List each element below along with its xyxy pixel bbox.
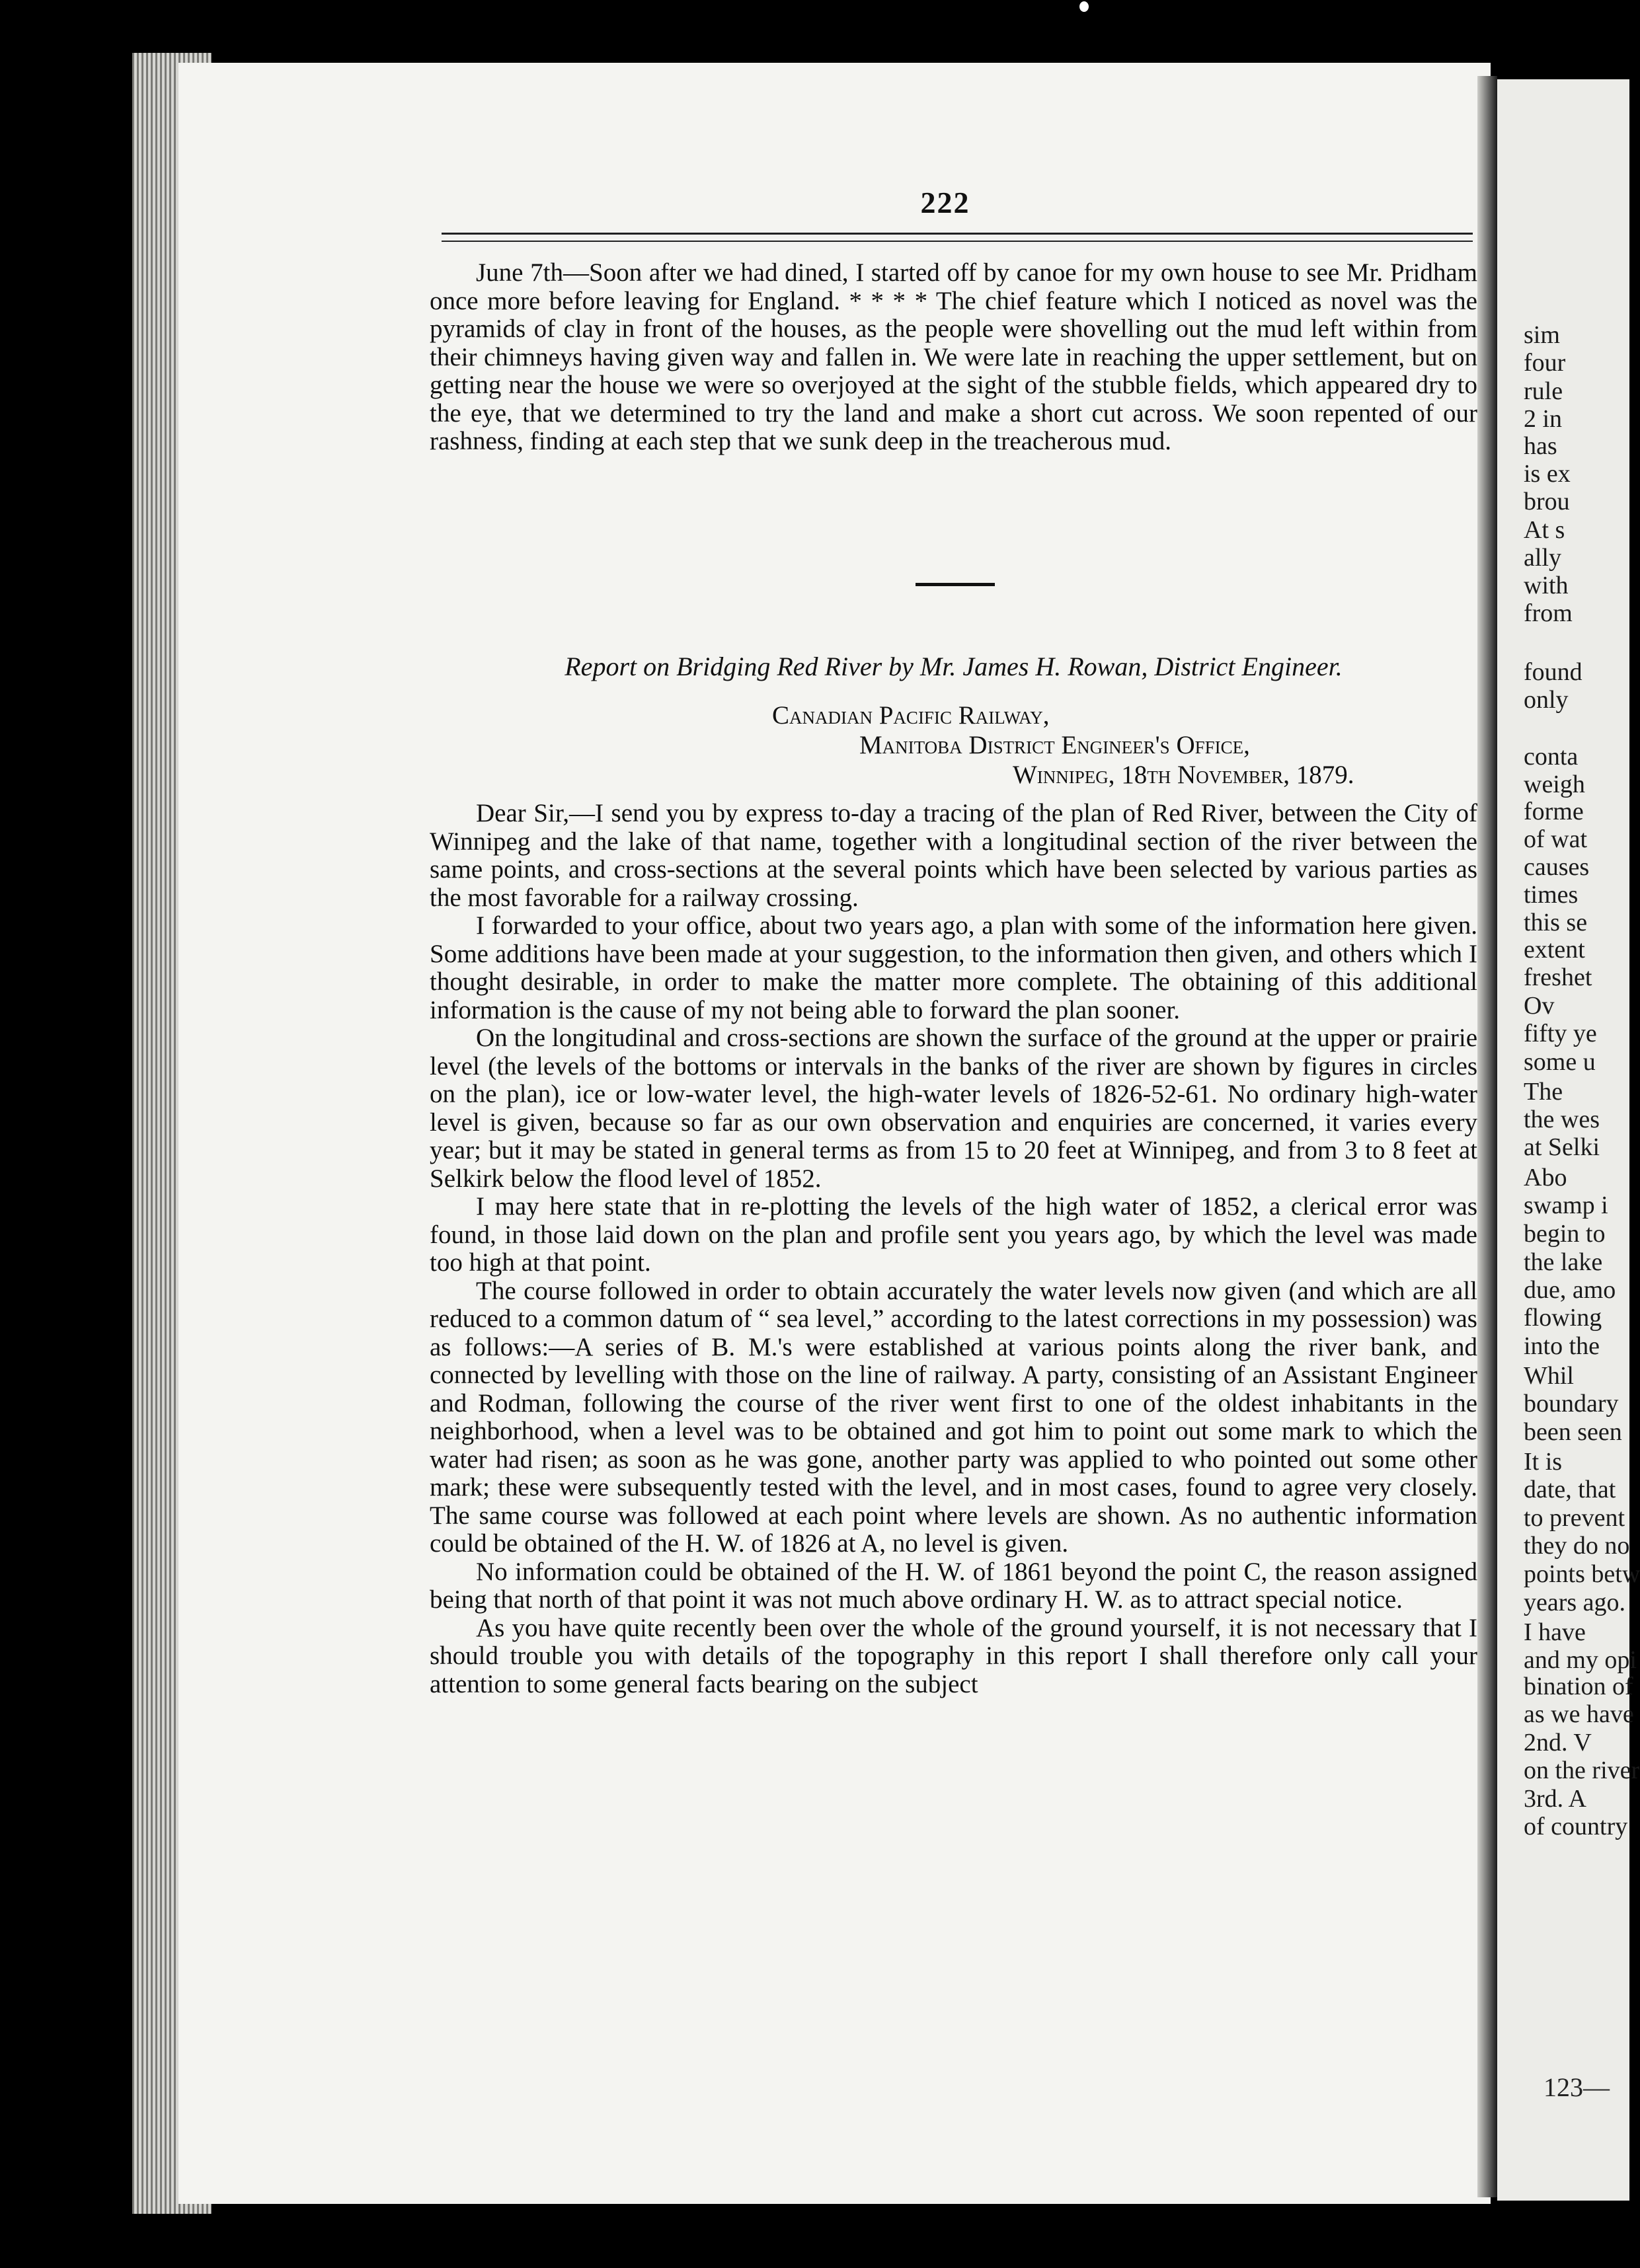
facing-page-line: the lake (1524, 1248, 1603, 1276)
facing-page-line: I have (1524, 1618, 1586, 1646)
report-title: Report on Bridging Red River by Mr. James H. Rowan, District Engineer. (565, 652, 1343, 681)
facing-page-line: flowing (1524, 1304, 1602, 1332)
facing-page-line: from (1524, 599, 1573, 627)
facing-page-line: Abo (1524, 1164, 1567, 1191)
facing-page-line: extent (1524, 936, 1585, 964)
report-paragraph: The course followed in order to obtain accurately the water levels now given (and which are all reduced to a common datum of “ sea level,” according to the latest corrections in my possession) was as follows:—A series of B. M.'s were established at various points along the river bank, and connected by levelling with those on the line of railway. A party, consisting of an Assistant Engineer and Rodman, following the course of the river went first to one of the oldest inhabitants in the neighborhood, when a level was to be obtained and got him to point out some mark to which the water had risen; as soon as he was gone, another party was applied to who pointed out some other mark; these were subsequently tested with the level, and in most cases, found to agree very closely. The same course was followed at each point where levels are shown. As no authentic information could be obtained of the H. W. of 1826 at A, no level is given. (430, 1276, 1477, 1558)
facing-page-line: brou (1524, 488, 1570, 515)
journal-entry (430, 259, 1477, 456)
facing-page-line: and my opi (1524, 1646, 1637, 1674)
facing-page-line: is ex (1524, 460, 1571, 488)
facing-page-line: Whil (1524, 1362, 1574, 1390)
facing-page-line: weigh (1524, 771, 1585, 798)
report-paragraph: No information could be obtained of the H. W. of 1861 beyond the point C, the reason assigned being that north of that point it was not much above ordinary H. W. as to attract special notice. (430, 1557, 1477, 1614)
facing-page-line: found (1524, 658, 1582, 686)
report-paragraph: I forwarded to your office, about two years ago, a plan with some of the information here given. Some additions have been made at your suggestion, to the information then given, and others which I thought desirable, in order to make the matter more complete. The obtaining of this additional information is the cause of my not being able to forward the plan sooner. (430, 911, 1477, 1024)
report-paragraph: As you have quite recently been over the whole of the ground yourself, it is not necessary that I should trouble you with details of the topography in this report I shall therefore only call your attention to some general facts bearing on the subject (430, 1613, 1477, 1698)
facing-page-line: been seen (1524, 1418, 1622, 1446)
facing-page-line: 2 in (1524, 405, 1563, 433)
facing-page-line: It is (1524, 1448, 1563, 1476)
facing-page-line: into the (1524, 1332, 1600, 1360)
facing-page-line: of wat (1524, 825, 1588, 853)
facing-page-line: swamp i (1524, 1191, 1608, 1219)
book-gutter (1477, 76, 1497, 2197)
facing-page-line: due, amo (1524, 1276, 1616, 1304)
journal-paragraph: June 7th—Soon after we had dined, I started off by canoe for my own house to see Mr. Pridham once more before leaving for England. * * * * The chief feature which I noticed as novel was the pyramids of clay in front of the houses, as the people were shovelling out the mud left within from their chimneys having given way and fallen in. We were late in reaching the upper settlement, but on getting near the house we were so overjoyed at the sight of the stubble fields, which appeared dry to the eye, that we determined to try the land and make a short cut across. We soon repented of our rashness, finding at each step that we sunk deep in the treacherous mud. (430, 258, 1477, 455)
facing-page-line: has (1524, 432, 1557, 460)
facing-page-line: causes (1524, 853, 1590, 881)
facing-page-line: bination of (1524, 1673, 1633, 1700)
facing-page-line: at Selki (1524, 1133, 1600, 1161)
header-rule-bottom (442, 241, 1473, 242)
facing-page-line: this se (1524, 909, 1588, 936)
facing-page-line: fifty ye (1524, 1020, 1597, 1047)
facing-page-line: boundary (1524, 1390, 1619, 1418)
facing-page-line: the wes (1524, 1106, 1600, 1133)
heading-line-3: Winnipeg, 18th November, 1879. (1013, 761, 1354, 789)
facing-page-line: freshet (1524, 964, 1592, 991)
scan-speck (1079, 1, 1089, 12)
facing-page-line: date, that (1524, 1476, 1616, 1503)
facing-page-line: of country (1524, 1813, 1628, 1840)
facing-page-line: Ov (1524, 992, 1555, 1020)
facing-page-line: At s (1524, 516, 1565, 544)
facing-page-line: as we have (1524, 1700, 1634, 1728)
facing-page-line: conta (1524, 743, 1579, 771)
facing-page-line: years ago. (1524, 1589, 1626, 1616)
facing-page-line: begin to (1524, 1220, 1606, 1248)
facing-page-line: points betw (1524, 1560, 1640, 1588)
page-number: 222 (920, 186, 970, 219)
facing-page-line: to prevent (1524, 1504, 1625, 1532)
facing-page-line: only (1524, 686, 1569, 714)
facing-page-line: they do no (1524, 1532, 1630, 1560)
facing-page-line: times (1524, 881, 1579, 909)
facing-page-line: with (1524, 572, 1569, 599)
facing-page-line: on the river (1524, 1757, 1640, 1784)
report-paragraph: I may here state that in re-plotting the levels of the high water of 1852, a clerical error was found, in those laid down on the plan and profile sent you years ago, by which the level was made too high at that point. (430, 1192, 1477, 1277)
header-rule-top (442, 233, 1473, 235)
heading-line-1: Canadian Pacific Railway, (772, 701, 1050, 730)
facing-page-line: some u (1524, 1048, 1596, 1076)
heading-line-2: Manitoba District Engineer's Office, (859, 731, 1250, 759)
facing-page-line: forme (1524, 798, 1584, 825)
facing-page-line: sim (1524, 321, 1560, 349)
facing-page-line: four (1524, 349, 1566, 377)
facing-page-line: 2nd. V (1524, 1729, 1592, 1757)
report-paragraph: On the longitudinal and cross-sections are shown the surface of the ground at the upper or prairie level (the levels of the bottoms or intervals in the banks of the river are shown by figures in circles on the plan), ice or low-water level, the high-water levels of 1826-52-61. No ordinary high-water level is given, because so far as our own observation and enquiries are concerned, it varies every year; but it may be stated in general terms as from 15 to 20 feet at Winnipeg, and from 3 to 8 feet at Selkirk below the flood level of 1852. (430, 1024, 1477, 1193)
facing-page-line: ally (1524, 544, 1561, 572)
facing-page-line: 3rd. A (1524, 1785, 1586, 1813)
facing-page-line: The (1524, 1078, 1563, 1106)
facing-page-footer: 123— (1543, 2072, 1610, 2102)
facing-page-line: rule (1524, 377, 1563, 405)
report-body (430, 800, 1477, 1698)
report-paragraph: Dear Sir,—I send you by express to-day a tracing of the plan of Red River, between the City of Winnipeg and the lake of that name, together with a longitudinal section of the river between the same points, and cross-sections at the several points which have been selected by various parties as the most favorable for a railway crossing. (430, 799, 1477, 912)
section-divider (916, 583, 995, 586)
